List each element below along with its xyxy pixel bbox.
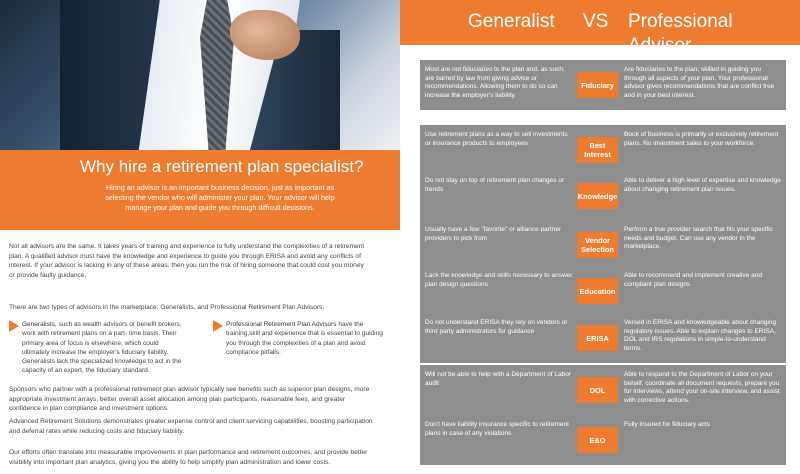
comparison-row-education	[420, 266, 786, 316]
company-paragraph: Advanced Retirement Solutions demonstrates greater expense control and client servicing capabilities, boosting participation and deferral rates while reducing costs and fiduciary liability.	[9, 418, 373, 435]
professionals-text: have the training,skill and experience that is essential to guiding you through the complexities of a plan and avoid compliance pitfalls.	[226, 321, 383, 356]
generalists-column	[9, 320, 187, 376]
comparison-row-vendor-selection	[420, 220, 786, 270]
comparison-row-knowledge	[420, 171, 786, 221]
comparison-row-erisa	[420, 313, 786, 363]
generalist-cell: Usually have a few "favorite" or alliance partner providers to pick from	[425, 226, 562, 242]
outcomes-paragraph: Our efforts often translate into measurable improvements in plan performance and retirement outcomes, and provide better visibility into important plan analytics, giving you the ability to help simplify plan administration and lower costs.	[9, 449, 368, 466]
professional-cell: Able to recommend and implement creative and compliant plan designs	[624, 272, 763, 288]
row-label: E&O	[577, 427, 618, 453]
professionals-lead: Professional Retirement Plan Advisors	[226, 321, 337, 328]
row-label: Vendor Selection	[577, 232, 618, 258]
orange-arrow-icon	[213, 320, 223, 332]
row-label: Fiduciary	[577, 72, 618, 98]
generalist-cell: Will not be able to help with a Department of Labor audit	[425, 371, 571, 387]
generalists-text: , such as wealth advisors or benefit brokers, work with retirement plans on a part- time basis. Their primary area of focus is elsewhere, which could ultimately increase the employer's fiduciary liability. Generalists lack the specialized knowledge to act in the capacity of an expert, the fiduciary standard.	[22, 321, 182, 375]
professionals-column	[213, 320, 391, 357]
generalist-cell: Do not stay on top of retirement plan changes or trends	[425, 177, 565, 193]
comparison-row-dol	[420, 365, 786, 415]
row-label: Best Interest	[577, 137, 618, 163]
professional-cell: Fully insured for fiduciary acts	[624, 421, 710, 428]
orange-banner	[0, 150, 400, 230]
comparison-row-best-interest	[420, 125, 786, 175]
generalist-cell: Most are not fiduciaries to the plan and, as such, are barred by law from giving advice or recommendations. Allowing them to do so can increase the employer's liability.	[425, 66, 565, 99]
generalist-cell: Don't have liability insurance specific to retirement plans in case of any violations	[425, 421, 569, 437]
professional-cell: Versed in ERISA and knowledgeable about changing regulatory issues. Able to explain changes to ERISA, DOL and IRS regulations in simple-to-understand terms.	[624, 319, 777, 352]
header-generalist: Generalist	[468, 11, 555, 32]
comparison-row-fiduciary	[420, 60, 786, 110]
row-label: Knowledge	[577, 183, 618, 209]
intro-paragraph: Not all advisors are the same. It takes years of training and experience to fully understand the complexities of a retirement plan. A qualified advisor must have the knowledge and experience to guide you through ERISA and avoid any conflicts of interest. If your advisor is lacking in any of these areas, then you run the risk of hiring someone that could cost you money or provide faulty guidance.	[9, 243, 365, 279]
row-label: DOL	[577, 377, 618, 403]
professional-cell: Perform a true provider search that fits your specific needs and budget. Can use any vendor in the marketplace.	[624, 226, 773, 251]
professional-cell: Able to deliver a high level of expertise and knowledge about changing retirement plan issues.	[624, 177, 781, 193]
row-label: Education	[577, 278, 618, 304]
header-vs: VS	[583, 11, 609, 32]
generalist-cell: Do not understand ERISA they rely on vendors or third party administrators for guidance	[425, 319, 568, 335]
generalist-cell: Use retirement plans as a way to sell investments or insurance products to employees	[425, 131, 568, 147]
header-professional: Professional Advisor	[628, 11, 733, 56]
banner-title: Why hire a retirement plan specialist?	[80, 157, 364, 176]
row-label: ERISA	[577, 325, 618, 351]
benefits-paragraph: Sponsors who partner with a professional retirement plan advisor typically see benefits such as superior plan designs, more appropriate investment arrays, better overall asset allocation among plan participants, reasonable fees, and greater confidence in plan compliance and investment options.	[9, 386, 370, 412]
types-heading: There are two types of advisors in the marketplace: Generalists, and Professional Retirement Plan Advisors.	[9, 304, 325, 311]
right-page	[400, 0, 800, 474]
hero-photo	[0, 0, 400, 150]
professional-cell: Book of business is primarily or exclusively retirement plans. No investment sales to your workforce.	[624, 131, 779, 147]
professional-cell: Able to respond to the Department of Labor on your behalf, coordinate all document requests, prepare you for interviews, attend your on-site interview, and assist with corrective actions.	[624, 371, 780, 404]
generalists-lead: Generalists	[22, 321, 55, 328]
orange-arrow-icon	[9, 320, 19, 332]
banner-body: Hiring an advisor is an important business decision, just as important as selecting the vendor who will administer your plan. Your advisor will help manage your plan and guide you through difficult decisions.	[105, 183, 335, 212]
comparison-header	[400, 0, 800, 56]
generalist-cell: Lack the knowledge and skills necessary to answer plan design questions	[425, 272, 573, 288]
comparison-row-eo	[420, 415, 786, 465]
professional-cell: Are fiduciaries to the plan, skilled in guiding you through all aspects of your plan. Your professional advisor gives recommendations that are conflict free and in your best interest.	[624, 66, 775, 99]
